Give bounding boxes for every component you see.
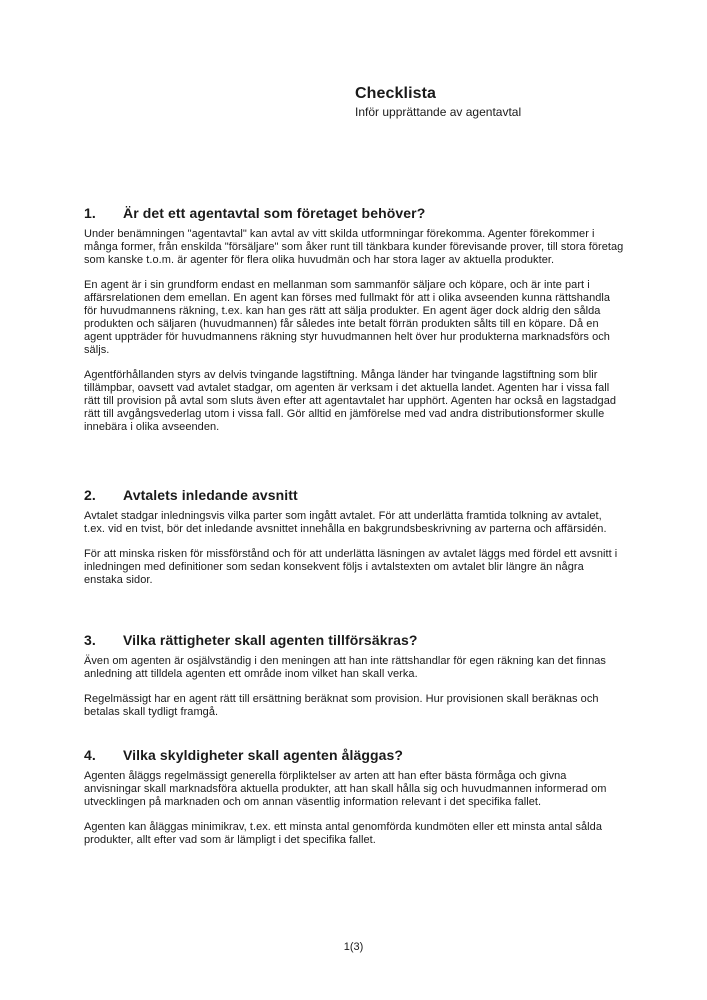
paragraph: Även om agenten är osjälvständig i den meningen att han inte rättshandlar för egen räkning kan det finnas anledning att tilldela agenten ett område inom vilket han skall verka. [84,655,606,680]
section-heading-text: Är det ett agentavtal som företaget behöver? [123,205,426,221]
document-title: Checklista [355,85,437,102]
section-4 [84,747,625,847]
paragraph: En agent är i sin grundform endast en mellanman som sammanför säljare och köpare, och är inte part i affärsrelationen dem emellan. En agent kan förses med fullmakt för att i olika avseenden kunna rättshandla för huvudmannens räkning, t.ex. kan han ges rätt att sälja produkter. En agent äger dock aldrig den sålda produkten och säljaren (huvudmannen) får således inte betalt förrän produkten sålts till en köpare. Då en agent uppträder för huvudmannens räkning styr huvudmannen helt över hur produkterna marknadsförs och säljs. [84,279,611,356]
section-1-heading [84,205,625,221]
section-3 [84,632,625,719]
section-2-heading [84,487,625,503]
section-number: 2. [84,487,96,503]
paragraph: Agenten kan åläggas minimikrav, t.ex. ett minsta antal genomförda kundmöten eller ett minsta antal sålda produkter, allt efter vad som är lämpligt i det specifika fallet. [84,821,602,846]
section-1 [84,205,625,434]
section-number: 3. [84,632,96,648]
section-4-heading [84,747,625,763]
paragraph: Avtalet stadgar inledningsvis vilka parter som ingått avtalet. För att underlätta framtida tolkning av avtalet, t.ex. vid en tvist, bör det inledande avsnittet innehålla en bakgrundsbeskrivning av parterna och affärsidén. [84,510,607,535]
document-subtitle: Inför upprättande av agentavtal [355,105,522,119]
paragraph: Under benämningen "agentavtal" kan avtal av vitt skilda utformningar förekomma. Agenter förekommer i många former, från enskilda "försäljare" som åker runt till tänkbara kunder förevisande prover, till stora företag som kanske t.o.m. är agenter för flera olika huvudmän och har stora lager av aktuella produkter. [84,228,624,266]
section-number: 4. [84,747,96,763]
page-number-footer: 1(3) [343,941,364,953]
section-2 [84,487,625,587]
section-3-heading [84,632,625,648]
document-header [355,84,521,120]
section-heading-text: Avtalets inledande avsnitt [123,487,298,503]
paragraph: För att minska risken för missförstånd och för att underlätta läsningen av avtalet läggs med fördel ett avsnitt i inledningen med definitioner som sedan konsekvent följs i avtalstexten om avtalet blir längre än några enstaka sidor. [84,548,618,586]
section-heading-text: Vilka rättigheter skall agenten tillförsäkras? [123,632,418,648]
paragraph: Agentförhållanden styrs av delvis tvingande lagstiftning. Många länder har tvingande lagstiftning som blir tillämpbar, oavsett vad avtalet stadgar, om agenten är verksam i det aktuella landet. Agenten har i vissa fall rätt till provision på avtal som sluts även efter att agentavtalet har upphört. Agenten har också en lagstadgad rätt till avgångsvederlag utom i vissa fall. Gör alltid en jämförelse med vad andra distributionsformer skulle innebära i olika avseenden. [84,369,617,433]
paragraph: Regelmässigt har en agent rätt till ersättning beräknat som provision. Hur provisionen skall beräknas och betalas skall tydligt framgå. [84,693,599,718]
section-number: 1. [84,205,96,221]
paragraph: Agenten åläggs regelmässigt generella förpliktelser av arten att han efter bästa förmåga och givna anvisningar skall marknadsföra aktuella produkter, att han skall hålla sig och huvudmannen informerad om utvecklingen på marknaden och om annan väsentlig information relevant i det specifika fallet. [84,770,607,808]
section-heading-text: Vilka skyldigheter skall agenten åläggas? [123,747,404,763]
